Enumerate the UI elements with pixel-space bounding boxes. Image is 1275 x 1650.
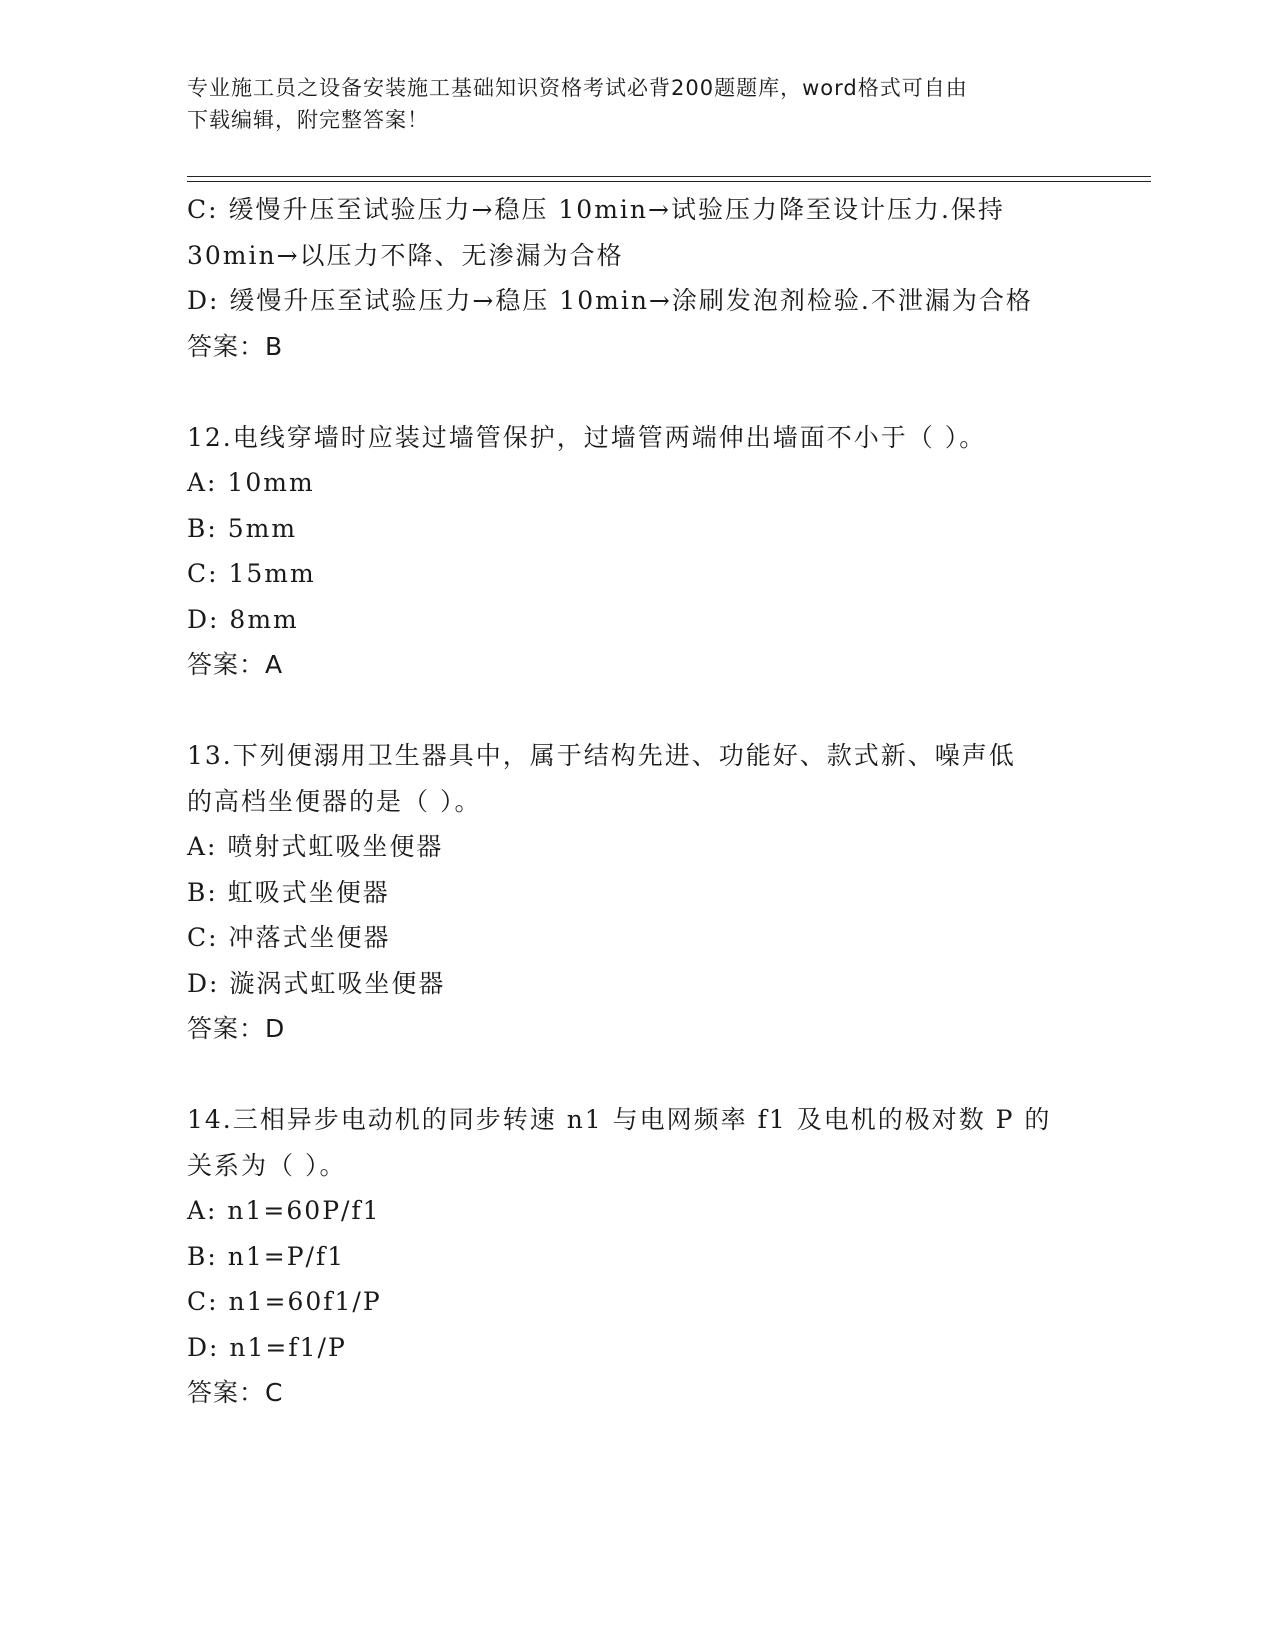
question-stem-continued: 的高档坐便器的是（ ）。	[187, 786, 482, 816]
option-d: D: n1=f1/P	[187, 1332, 347, 1362]
spacer	[187, 688, 1087, 734]
option-d: D: 漩涡式虹吸坐便器	[187, 968, 446, 998]
option-b: B: 5mm	[187, 513, 298, 543]
question-12	[187, 415, 1087, 688]
option-b: B: 虹吸式坐便器	[187, 877, 390, 907]
spacer	[187, 369, 1087, 415]
option-a: A: 喷射式虹吸坐便器	[187, 832, 444, 861]
question-11-continued	[187, 187, 1087, 369]
question-14	[187, 1097, 1087, 1416]
answer-line: 答案：B	[187, 331, 284, 361]
option-c: C: 缓慢升压至试验压力→稳压 10min→试验压力降至设计压力.保持	[187, 195, 1005, 224]
header-rule-top	[187, 176, 1151, 177]
answer-line: 答案：D	[187, 1014, 286, 1043]
option-c: C: 15mm	[187, 559, 316, 588]
spacer	[187, 1052, 1087, 1098]
question-stem: 12.电线穿墙时应装过墙管保护，过墙管两端伸出墙面不小于（ ）。	[187, 422, 987, 452]
option-c: C: n1=60f1/P	[187, 1287, 382, 1316]
option-c-continued: 30min→以压力不降、无渗漏为合格	[187, 240, 624, 270]
option-d: D: 缓慢升压至试验压力→稳压 10min→涂刷发泡剂检验.不泄漏为合格	[187, 286, 1033, 315]
option-c: C: 冲落式坐便器	[187, 923, 391, 952]
option-b: B: n1=P/f1	[187, 1241, 346, 1271]
header-rule-bottom	[187, 181, 1151, 182]
answer-line: 答案：C	[187, 1378, 284, 1407]
question-stem: 13.下列便溺用卫生器具中，属于结构先进、功能好、款式新、噪声低	[187, 741, 1016, 770]
question-list	[187, 187, 1087, 1416]
option-a: A: 10mm	[187, 468, 315, 497]
document-header	[187, 72, 1087, 136]
question-stem: 14.三相异步电动机的同步转速 n1 与电网频率 f1 及电机的极对数 P 的	[187, 1105, 1052, 1134]
header-line-1: 专业施工员之设备安装施工基础知识资格考试必背200题题库，word格式可自由	[187, 76, 968, 100]
option-d: D: 8mm	[187, 604, 299, 634]
question-stem-continued: 关系为（ ）。	[187, 1150, 347, 1180]
question-13	[187, 733, 1087, 1052]
answer-line: 答案：A	[187, 650, 284, 679]
header-line-2: 下载编辑，附完整答案！	[187, 108, 429, 132]
option-a: A: n1=60P/f1	[187, 1196, 381, 1225]
